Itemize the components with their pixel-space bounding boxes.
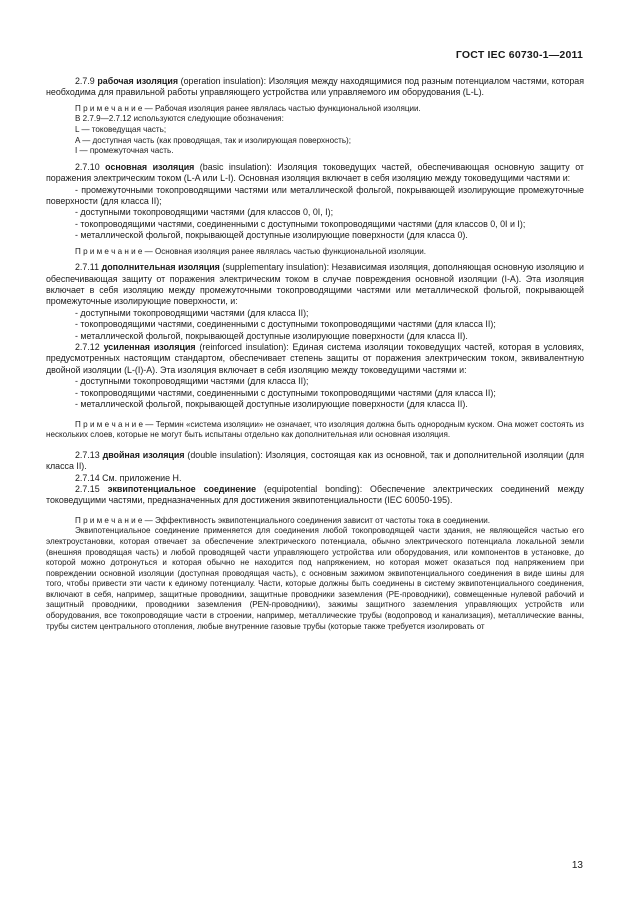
list-item: - доступными токопроводящими частями (для класса II); bbox=[75, 376, 309, 387]
list-item: - токопроводящими частями, соединенными с доступными токопроводящими частями (для класса II); bbox=[75, 387, 496, 398]
note-2-7-15-continuation: Эквипотенциальное соединение применяется для соединения любой токопроводящей части здания, не являющейся частью его электроустановки, которая отвечает за обеспечение электрического потенциала, обычно электрического потенциала локальной земли (внешняя проводящая часть) и любой проводящей части управляющего устройства или оборудования, или компонентов в установке, до которой можно дотронуться и которая обычно не находится под напряжением, но которая может оказаться под напряжением при повреждении основной изоляции (доступная проводящая часть), с основным зажимом эквипотенциального соединения в виде шины для того, чтобы привести эти части к единому потенциалу. Части, которые должны быть соединены в систему эквипотенциального соединения, включают в себя, например, защитные проводники, защитные проводники заземления (PE-проводники), совмещенные нулевой рабочий и защитный проводники, проводники заземления (PEN-проводники), зажимы защитного заземления управляющих устройств или оборудования, все токопроводящие части в строении, например, металлические трубы (водопровод и канализация), металлические ванны, трубы систем центрального отопления, любые внутренние газовые трубы (которые также требуется изолировать от bbox=[46, 526, 584, 631]
designation-a: A — доступная часть (как проводящая, так и изолирующая поверхность); bbox=[75, 135, 351, 145]
list-item: - токопроводящими частями, соединенными с доступными токопроводящими частями (для классов 0, 0I и I); bbox=[75, 218, 526, 229]
term-double-insulation: двойная изоляция bbox=[102, 449, 185, 460]
list-item: - металлической фольгой, покрывающей доступные изолирующие поверхности (для класса II). bbox=[75, 399, 468, 410]
clause-2-7-12: 2.7.12 усиленная изоляция (reinforced insulation): Единая система изоляции токоведущих частей, которая в условиях, предусмотренных настоящим стандартом, обеспечивает степень защиты от поражения электрическим током, эквивалентную двойной изоляции (L-(I)-A). Эта изоляция включает в себя изоляцию между токоведущими частями и: bbox=[46, 342, 584, 375]
note-2-7-15: П р и м е ч а н и е — Эффективность эквипотенциального соединения зависит от частоты тока в соединении. bbox=[75, 515, 491, 525]
clause-2-7-14: 2.7.14 См. приложение H. bbox=[75, 472, 182, 483]
clause-2-7-15: 2.7.15 эквипотенциальное соединение (equipotential bonding): Обеспечение электрических соединений между токоведущими частями, предназначенных для достижения эквипотенциальности (IEC 60050-195). bbox=[46, 483, 584, 506]
note-2-7-9: П р и м е ч а н и е — Рабочая изоляция ранее являлась частью функциональной изоляции. bbox=[75, 103, 421, 113]
list-item: - металлической фольгой, покрывающей доступные изолирующие поверхности (для класса 0). bbox=[75, 230, 468, 241]
clause-2-7-13: 2.7.13 двойная изоляция (double insulation): Изоляция, состоящая как из основной, так и дополнительной изоляции (для класса II). bbox=[46, 449, 585, 472]
designation-i: I — промежуточная часть. bbox=[75, 146, 174, 156]
designation-l: L — токоведущая часть; bbox=[75, 125, 167, 134]
term-operation-insulation: рабочая изоляция bbox=[97, 76, 179, 86]
designations-intro: В 2.7.9—2.7.12 используются следующие обозначения: bbox=[75, 114, 284, 124]
clause-2-7-9: 2.7.9 рабочая изоляция (operation insulation): Изоляция между находящимися под разным потенциалом частями, которая необходима для правильной работы управляющего устройства или управляемого им оборудования (L-L). bbox=[46, 76, 585, 98]
term-reinforced-insulation: усиленная изоляция bbox=[103, 342, 196, 353]
clause-2-7-10: 2.7.10 основная изоляция (basic insulation): Изоляция токоведущих частей, обеспечивающая основную защиту от поражения электрическим током (L-A или L-I). Основная изоляция включает в себя изоляцию между токоведущими частями и: bbox=[46, 161, 584, 184]
list-item: - промежуточными токопроводящими частями или металлической фольгой, покрывающей изолирующие промежуточные поверхности (для класса II); bbox=[46, 184, 584, 206]
page-number: 13 bbox=[571, 860, 583, 871]
note-2-7-12: П р и м е ч а н и е — Термин «система изоляции» не означает, что изоляция должна быть однородным куском. Она может состоять из нескольких слоев, которые не могут быть испытаны отдельно как дополнительная или основная изоляция. bbox=[46, 419, 584, 440]
note-2-7-10: П р и м е ч а н и е — Основная изоляция ранее являлась частью функциональной изоляции. bbox=[75, 246, 427, 256]
standard-header: ГОСТ IEC 60730-1—2011 bbox=[455, 49, 583, 61]
clause-2-7-11: 2.7.11 дополнительная изоляция (supplementary insulation): Независимая изоляция, дополняющая основную изоляцию и обеспечивающая защиту от поражения электрическим током в случае повреждения основной изоляции (I-A). Эта изоляция включает в себя изоляцию между промежуточными токопроводящими частями или металлической фольгой, покрывающей промежуточные изолирующие поверхности, и: bbox=[46, 262, 585, 307]
list-item: - доступными токопроводящими частями (для классов 0, 0I, I); bbox=[75, 207, 334, 218]
term-basic-insulation: основная изоляция bbox=[105, 161, 195, 172]
list-item: - доступными токопроводящими частями (для класса II); bbox=[75, 307, 309, 318]
term-supplementary-insulation: дополнительная изоляция bbox=[101, 262, 220, 273]
list-item: - металлической фольгой, покрывающей доступные изолирующие поверхности (для класса II). bbox=[75, 330, 468, 341]
list-item: - токопроводящими частями, соединенными с доступными токопроводящими частями (для класса II); bbox=[75, 319, 496, 330]
document-body bbox=[46, 76, 584, 632]
term-equipotential-bonding: эквипотенциальное соединение bbox=[107, 483, 257, 494]
